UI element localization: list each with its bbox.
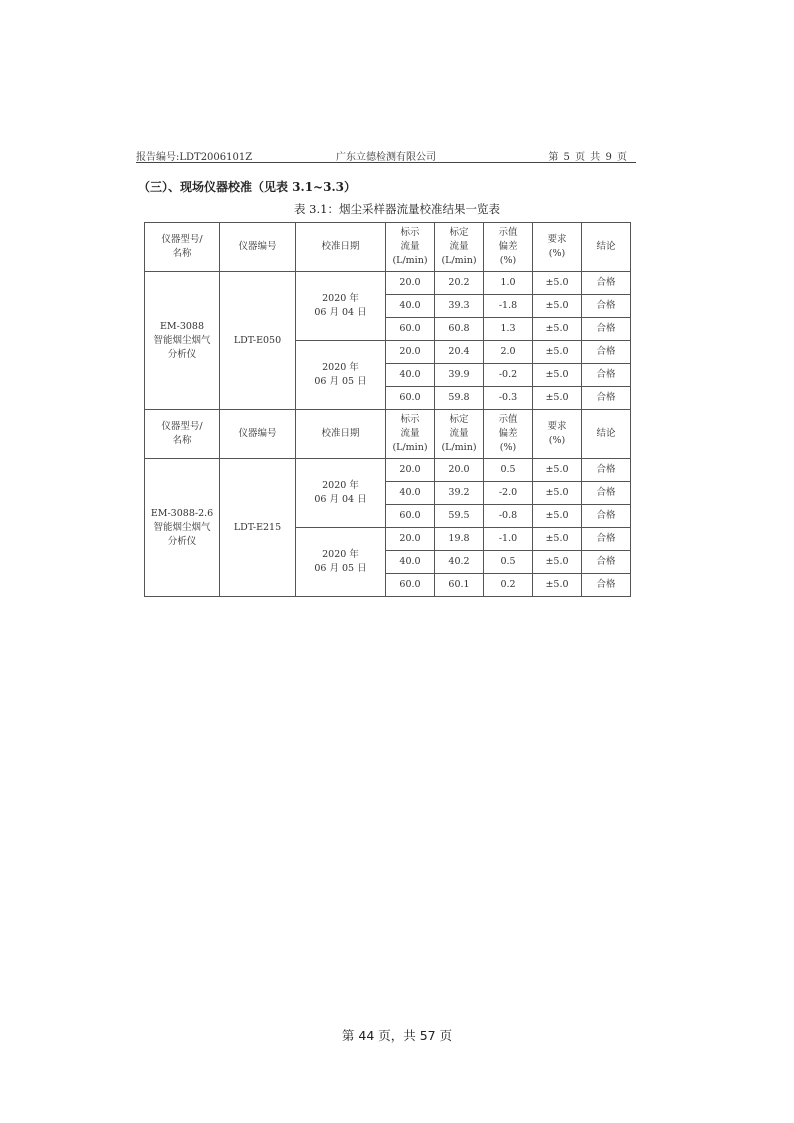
calibrated-flow-cell: 59.5 bbox=[435, 505, 484, 528]
calibration-date-cell: 2020 年 06 月 04 日 bbox=[296, 459, 386, 528]
header-deviation: 示值 偏差 (%) bbox=[484, 410, 533, 459]
calibration-date-cell: 2020 年 06 月 05 日 bbox=[296, 528, 386, 597]
conclusion-cell: 合格 bbox=[582, 341, 631, 364]
requirement-cell: ±5.0 bbox=[533, 318, 582, 341]
nominal-flow-cell: 40.0 bbox=[386, 295, 435, 318]
deviation-cell: -2.0 bbox=[484, 482, 533, 505]
section-title: （三）、现场仪器校准（见表 3.1~3.3） bbox=[138, 180, 356, 194]
nominal-flow-cell: 20.0 bbox=[386, 528, 435, 551]
deviation-cell: -0.8 bbox=[484, 505, 533, 528]
table-row bbox=[145, 459, 631, 482]
calibration-date-cell: 2020 年 06 月 05 日 bbox=[296, 341, 386, 410]
table-row bbox=[145, 272, 631, 295]
page-footer: 第 44 页，共 57 页 bbox=[341, 1028, 453, 1043]
calibrated-flow-cell: 59.8 bbox=[435, 387, 484, 410]
conclusion-cell: 合格 bbox=[582, 295, 631, 318]
requirement-cell: ±5.0 bbox=[533, 505, 582, 528]
conclusion-cell: 合格 bbox=[582, 551, 631, 574]
nominal-flow-cell: 60.0 bbox=[386, 387, 435, 410]
deviation-cell: 1.0 bbox=[484, 272, 533, 295]
instrument-number-cell: LDT-E050 bbox=[220, 272, 296, 410]
nominal-flow-cell: 20.0 bbox=[386, 272, 435, 295]
nominal-flow-cell: 40.0 bbox=[386, 551, 435, 574]
header-model-name: 仪器型号/ 名称 bbox=[145, 223, 220, 272]
calibration-date-cell: 2020 年 06 月 04 日 bbox=[296, 272, 386, 341]
conclusion-cell: 合格 bbox=[582, 482, 631, 505]
calibrated-flow-cell: 40.2 bbox=[435, 551, 484, 574]
table-caption: 表 3.1：烟尘采样器流量校准结果一览表 bbox=[294, 202, 500, 216]
header-requirement: 要求 (%) bbox=[533, 410, 582, 459]
page-header bbox=[136, 146, 636, 163]
deviation-cell: 0.2 bbox=[484, 574, 533, 597]
calibration-table-body bbox=[145, 223, 631, 597]
header-nominal-flow: 标示 流量 (L/min) bbox=[386, 410, 435, 459]
header-cal-date: 校准日期 bbox=[296, 410, 386, 459]
deviation-cell: -0.3 bbox=[484, 387, 533, 410]
table-header-row bbox=[145, 223, 631, 272]
nominal-flow-cell: 20.0 bbox=[386, 341, 435, 364]
header-deviation: 示值 偏差 (%) bbox=[484, 223, 533, 272]
instrument-model-cell: EM-3088 智能烟尘烟气 分析仪 bbox=[145, 272, 220, 410]
conclusion-cell: 合格 bbox=[582, 505, 631, 528]
header-cal-flow: 标定 流量 (L/min) bbox=[435, 410, 484, 459]
header-instrument-no: 仪器编号 bbox=[220, 410, 296, 459]
conclusion-cell: 合格 bbox=[582, 364, 631, 387]
requirement-cell: ±5.0 bbox=[533, 574, 582, 597]
report-number: 报告编号:LDT2006101Z bbox=[136, 152, 253, 163]
deviation-cell: 1.3 bbox=[484, 318, 533, 341]
calibrated-flow-cell: 39.9 bbox=[435, 364, 484, 387]
calibrated-flow-cell: 20.2 bbox=[435, 272, 484, 295]
deviation-cell: -1.8 bbox=[484, 295, 533, 318]
header-instrument-no: 仪器编号 bbox=[220, 223, 296, 272]
nominal-flow-cell: 60.0 bbox=[386, 574, 435, 597]
header-model-name: 仪器型号/ 名称 bbox=[145, 410, 220, 459]
nominal-flow-cell: 60.0 bbox=[386, 318, 435, 341]
instrument-number-cell: LDT-E215 bbox=[220, 459, 296, 597]
nominal-flow-cell: 40.0 bbox=[386, 482, 435, 505]
header-nominal-flow: 标示 流量 (L/min) bbox=[386, 223, 435, 272]
header-conclusion: 结论 bbox=[582, 223, 631, 272]
requirement-cell: ±5.0 bbox=[533, 528, 582, 551]
header-requirement: 要求 (%) bbox=[533, 223, 582, 272]
page-indicator: 第 5 页 共 9 页 bbox=[548, 152, 628, 163]
header-cal-date: 校准日期 bbox=[296, 223, 386, 272]
header-conclusion: 结论 bbox=[582, 410, 631, 459]
deviation-cell: -0.2 bbox=[484, 364, 533, 387]
calibrated-flow-cell: 20.4 bbox=[435, 341, 484, 364]
company-name: 广东立德检测有限公司 bbox=[336, 152, 436, 163]
calibrated-flow-cell: 39.2 bbox=[435, 482, 484, 505]
requirement-cell: ±5.0 bbox=[533, 551, 582, 574]
deviation-cell: 2.0 bbox=[484, 341, 533, 364]
calibrated-flow-cell: 60.1 bbox=[435, 574, 484, 597]
requirement-cell: ±5.0 bbox=[533, 272, 582, 295]
calibrated-flow-cell: 20.0 bbox=[435, 459, 484, 482]
nominal-flow-cell: 40.0 bbox=[386, 364, 435, 387]
conclusion-cell: 合格 bbox=[582, 459, 631, 482]
conclusion-cell: 合格 bbox=[582, 318, 631, 341]
calibration-table bbox=[144, 222, 631, 597]
nominal-flow-cell: 20.0 bbox=[386, 459, 435, 482]
requirement-cell: ±5.0 bbox=[533, 387, 582, 410]
deviation-cell: 0.5 bbox=[484, 459, 533, 482]
table-header-row bbox=[145, 410, 631, 459]
requirement-cell: ±5.0 bbox=[533, 295, 582, 318]
deviation-cell: -1.0 bbox=[484, 528, 533, 551]
instrument-model-cell: EM-3088-2.6 智能烟尘烟气 分析仪 bbox=[145, 459, 220, 597]
requirement-cell: ±5.0 bbox=[533, 341, 582, 364]
requirement-cell: ±5.0 bbox=[533, 482, 582, 505]
requirement-cell: ±5.0 bbox=[533, 459, 582, 482]
conclusion-cell: 合格 bbox=[582, 528, 631, 551]
calibrated-flow-cell: 19.8 bbox=[435, 528, 484, 551]
calibrated-flow-cell: 60.8 bbox=[435, 318, 484, 341]
calibrated-flow-cell: 39.3 bbox=[435, 295, 484, 318]
nominal-flow-cell: 60.0 bbox=[386, 505, 435, 528]
deviation-cell: 0.5 bbox=[484, 551, 533, 574]
conclusion-cell: 合格 bbox=[582, 574, 631, 597]
requirement-cell: ±5.0 bbox=[533, 364, 582, 387]
conclusion-cell: 合格 bbox=[582, 272, 631, 295]
conclusion-cell: 合格 bbox=[582, 387, 631, 410]
header-cal-flow: 标定 流量 (L/min) bbox=[435, 223, 484, 272]
